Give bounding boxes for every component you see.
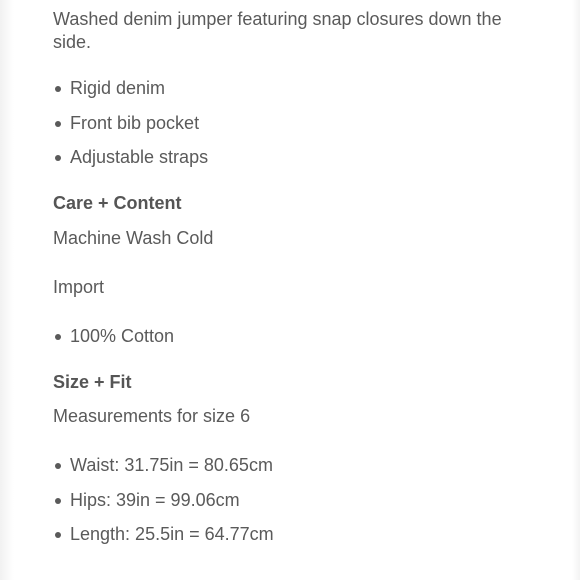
measurement-item: Length: 25.5in = 64.77cm <box>53 523 523 546</box>
measurements-list <box>53 454 523 546</box>
feature-item: Adjustable straps <box>53 146 523 169</box>
feature-list <box>53 77 523 169</box>
measurement-item: Hips: 39in = 99.06cm <box>53 489 523 512</box>
product-description: Washed denim jumper featuring snap closures down the side. <box>53 9 502 52</box>
right-edge-shadow <box>572 0 580 580</box>
feature-item: Rigid denim <box>53 77 523 100</box>
size-fit-intro: Measurements for size 6 <box>53 406 251 426</box>
care-origin: Import <box>53 276 105 297</box>
product-details <box>53 8 523 546</box>
material-item: 100% Cotton <box>53 325 523 348</box>
materials-list <box>53 325 523 348</box>
care-content-heading: Care + Content <box>53 193 182 213</box>
measurement-item: Waist: 31.75in = 80.65cm <box>53 454 523 477</box>
left-edge-shadow <box>0 0 14 580</box>
care-wash-instructions: Machine Wash Cold <box>53 227 214 248</box>
size-fit-heading: Size + Fit <box>53 371 132 392</box>
feature-item: Front bib pocket <box>53 112 523 135</box>
